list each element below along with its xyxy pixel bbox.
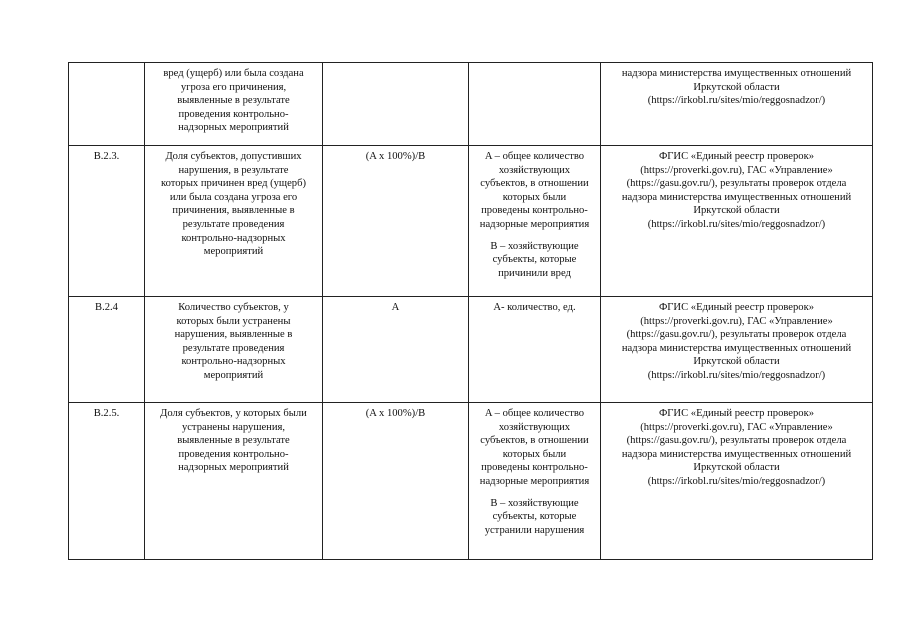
table-row xyxy=(69,403,873,560)
source-cell: надзора министерства имущественных отношений Иркутской области (https://irkobl.ru/sites/mio/reggosnadzor/) xyxy=(601,63,873,146)
legend-item: A- количество, ед. xyxy=(493,302,576,313)
table-row xyxy=(69,297,873,403)
indicator-code-cell: В.2.4 xyxy=(69,297,145,403)
indicator-name-cell: Доля субъектов, у которых были устранены нарушения, выявленные в результате проведения контрольно- надзорных мероприятий xyxy=(145,403,323,560)
source-cell: ФГИС «Единый реестр проверок» (https://proverki.gov.ru), ГАС «Управление» (https://gasu.gov.ru/), результаты проверок отдела надзора министерства имущественных отношений Иркутской области (https://irkobl.ru/sites/mio/reggosnadzor/) xyxy=(601,146,873,297)
legend-cell xyxy=(469,63,601,146)
indicators-table xyxy=(68,62,873,560)
table-row xyxy=(69,63,873,146)
legend-item: B – хозяйствующие субъекты, которые устранили нарушения xyxy=(484,497,585,536)
source-cell: ФГИС «Единый реестр проверок» (https://proverki.gov.ru), ГАС «Управление» (https://gasu.gov.ru/), результаты проверок отдела надзора министерства имущественных отношений Иркутской области (https://irkobl.ru/sites/mio/reggosnadzor/) xyxy=(601,297,873,403)
legend-cell xyxy=(469,297,601,403)
formula-cell xyxy=(323,63,469,146)
legend-item: B – хозяйствующие субъекты, которые причинили вред xyxy=(490,240,579,279)
legend-cell xyxy=(469,403,601,560)
legend-cell xyxy=(469,146,601,297)
indicator-code-cell: В.2.5. xyxy=(69,403,145,560)
table-row xyxy=(69,146,873,297)
indicator-name-cell: Количество субъектов, у которых были устранены нарушения, выявленные в результате проведения контрольно-надзорных мероприятий xyxy=(145,297,323,403)
legend-item: A – общее количество хозяйствующих субъектов, в отношении которых были проведены контрольно- надзорные мероприятия xyxy=(479,408,590,487)
source-cell: ФГИС «Единый реестр проверок» (https://proverki.gov.ru), ГАС «Управление» (https://gasu.gov.ru/), результаты проверок отдела надзора министерства имущественных отношений Иркутской области (https://irkobl.ru/sites/mio/reggosnadzor/) xyxy=(601,403,873,560)
indicator-name-cell: вред (ущерб) или была создана угроза его причинения, выявленные в результате проведения контрольно- надзорных мероприятий xyxy=(145,63,323,146)
indicator-name-cell: Доля субъектов, допустивших нарушения, в результате которых причинен вред (ущерб) или была создана угроза его причинения, выявленные в результате проведения контрольно-надзорных мероприятий xyxy=(145,146,323,297)
legend-item: A – общее количество хозяйствующих субъектов, в отношении которых были проведены контрольно- надзорные мероприятия xyxy=(479,151,590,230)
formula-cell: (A x 100%)/B xyxy=(323,403,469,560)
formula-cell: A xyxy=(323,297,469,403)
indicator-code-cell: В.2.3. xyxy=(69,146,145,297)
indicator-code-cell xyxy=(69,63,145,146)
formula-cell: (A x 100%)/B xyxy=(323,146,469,297)
